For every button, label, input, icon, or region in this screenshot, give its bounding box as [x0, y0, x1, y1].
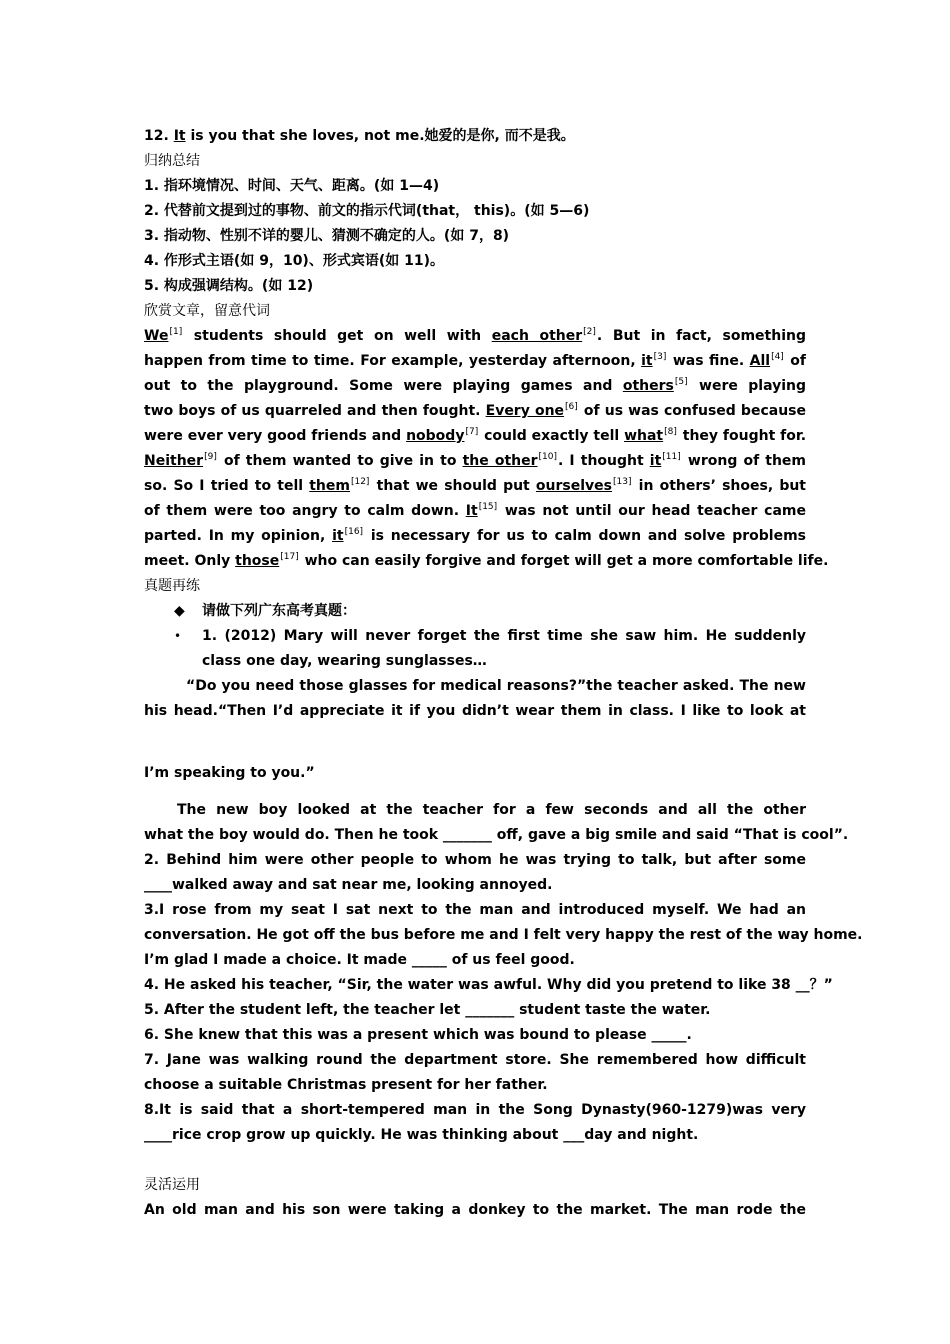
note-10: [10]	[538, 452, 557, 462]
passage-text: was fine.	[667, 353, 750, 369]
appreciate-title: 欣赏文章，留意代词	[144, 303, 270, 319]
question-1-line-3: “Do you need those glasses for medical reasons?”the teacher asked. The new	[186, 678, 806, 694]
question-2-line-2: ____walked away and sat near me, looking annoyed.	[144, 877, 553, 893]
passage-text: parted. In my opinion,	[144, 528, 333, 544]
note-6: [6]	[565, 402, 578, 412]
passage-line-5	[144, 424, 806, 449]
pronoun-3: it	[641, 353, 653, 369]
passage-text: happen from time to time. For example, yesterday afternoon,	[144, 353, 642, 369]
passage-line-3	[144, 374, 806, 399]
summary-item-4: 4. 作形式主语(如 9，10)、形式宾语(如 11)。	[144, 253, 444, 269]
passage-text: could exactly tell	[484, 428, 625, 444]
question-3-line-1: 3.I rose from my seat I sat next to the man and introduced myself. We had an	[144, 902, 806, 918]
summary-item-1: 1. 指环境情况、时间、天气、距离。(如 1—4)	[144, 178, 440, 194]
pronoun-4: All	[749, 353, 771, 369]
note-13: [13]	[613, 477, 632, 487]
passage-line-6	[144, 449, 806, 474]
note-4: [4]	[771, 352, 784, 362]
underlined-it: It	[173, 128, 186, 144]
passage-line-4	[144, 399, 806, 424]
example-text: is you that she loves, not me.她爱的是你, 而不是我。	[185, 128, 575, 144]
passage-line-8	[144, 499, 806, 524]
pronoun-12: them	[309, 478, 350, 494]
passage-text: they fought for.	[682, 428, 807, 444]
question-2-line-1: 2. Behind him were other people to whom he was trying to talk, but after some	[144, 852, 806, 868]
question-1-line-2	[144, 649, 806, 674]
passage-text: of them wanted to give in to	[223, 453, 463, 469]
note-3: [3]	[653, 352, 667, 362]
question-8-line-1: 8.It is said that a short-tempered man in the Song Dynasty(960-1279)was very	[144, 1102, 806, 1118]
passage-text: were ever very good friends and	[144, 428, 407, 444]
passage-text: was not until our head teacher came	[504, 503, 806, 519]
note-1: [1]	[169, 327, 183, 337]
passage-text: of us was confused because	[583, 403, 806, 419]
question-7-line-2: choose a suitable Christmas present for her father.	[144, 1077, 548, 1093]
pronoun-17: those	[235, 553, 280, 569]
pronoun-7: nobody	[406, 428, 465, 444]
note-8: [8]	[664, 427, 677, 437]
question-7-line-1: 7. Jane was walking round the department store. She remembered how difficult	[144, 1052, 806, 1068]
passage-text: students should get on well with	[193, 328, 492, 344]
practice-title: 真题再练	[144, 578, 200, 594]
summary-item-5: 5. 构成强调结构。(如 12)	[144, 278, 314, 294]
summary-item-2: 2. 代替前文提到过的事物、前文的指示代词(that， this)。(如 5—6)	[144, 203, 590, 219]
diamond-bullet-icon: ◆	[174, 603, 185, 619]
question-5: 5. After the student left, the teacher let _______ student taste the water.	[144, 1002, 711, 1018]
passage-text: meet. Only	[144, 553, 236, 569]
paragraph-gap	[144, 786, 806, 798]
passage-text: so. So I tried to tell	[144, 478, 310, 494]
note-2: [2]	[583, 327, 596, 337]
pronoun-8: what	[624, 428, 664, 444]
passage-line-1	[144, 324, 806, 349]
summary-title: 归纳总结	[144, 153, 200, 169]
note-15: [15]	[478, 502, 498, 512]
page-break-space	[144, 724, 806, 761]
example-number: 12.	[144, 128, 174, 144]
question-1-line-7: what the boy would do. Then he took _______ off, gave a big smile and said “That is cool”.	[144, 827, 849, 843]
pronoun-13: ourselves	[535, 478, 612, 494]
note-16: [16]	[344, 527, 364, 537]
story-line-1: An old man and his son were taking a donkey to the market. The man rode the	[144, 1202, 806, 1218]
passage-text: were playing	[699, 378, 806, 394]
passage-line-2	[144, 349, 806, 374]
question-8-line-2: ____rice crop grow up quickly. He was thinking about ___day and night.	[144, 1127, 699, 1143]
pronoun-1: We	[144, 328, 169, 344]
paragraph-gap	[144, 1148, 806, 1173]
pronoun-6: Every one	[485, 403, 565, 419]
document-page	[144, 124, 863, 1223]
question-1-line-4: his head.“Then I’d appreciate it if you didn’t wear them in class. I like to look at	[144, 703, 806, 719]
pronoun-10: the other	[462, 453, 538, 469]
passage-text: of them were too angry to calm down.	[144, 503, 466, 519]
question-1-line-5: I’m speaking to you.”	[144, 765, 315, 781]
pronoun-2: each other	[491, 328, 583, 344]
note-5: [5]	[674, 377, 688, 387]
passage-text: who can easily forgive and forget will get a more comfortable life.	[304, 553, 829, 569]
question-3-line-2: conversation. He got off the bus before me and I felt very happy the rest of the way home.	[144, 927, 863, 943]
passage-line-7	[144, 474, 806, 499]
passage-text: is necessary for us to calm down and solve problems	[370, 528, 806, 544]
question-1-line-1	[144, 624, 806, 649]
passage-text: that we should put	[376, 478, 536, 494]
dot-bullet-icon: •	[174, 629, 182, 643]
passage-line-9	[144, 524, 806, 549]
question-4: 4. He asked his teacher, “Sir, the water was awful. Why did you pretend to like 38 __？”	[144, 977, 833, 993]
note-7: [7]	[465, 427, 479, 437]
example-12	[144, 124, 806, 149]
passage-line-10	[144, 549, 829, 574]
passage-text: out to the playground. Some were playing games and	[144, 378, 623, 394]
note-17: [17]	[280, 552, 299, 562]
pronoun-5: others	[622, 378, 674, 394]
question-1-line-6: The new boy looked at the teacher for a few seconds and all the other	[177, 802, 806, 818]
note-12: [12]	[350, 477, 370, 487]
question-1-text: 1. (2012) Mary will never forget the first time she saw him. He suddenly	[202, 628, 806, 644]
passage-text: of	[790, 353, 806, 369]
question-3-line-3: I’m glad I made a choice. It made _____ of us feel good.	[144, 952, 575, 968]
pronoun-15: It	[465, 503, 478, 519]
pronoun-9: Neither	[144, 453, 204, 469]
pronoun-16: it	[332, 528, 344, 544]
gaokao-intro: 请做下列广东高考真题：	[202, 603, 356, 619]
pronoun-11: it	[649, 453, 662, 469]
passage-text: two boys of us quarreled and then fought.	[144, 403, 486, 419]
question-1-text: class one day, wearing sunglasses…	[202, 653, 487, 669]
note-9: [9]	[204, 452, 217, 462]
passage-text: wrong of them	[687, 453, 806, 469]
summary-item-3: 3. 指动物、性别不详的婴儿、猜测不确定的人。(如 7，8)	[144, 228, 510, 244]
flexible-title: 灵活运用	[144, 1177, 200, 1193]
gaokao-intro-row	[144, 599, 806, 624]
passage-text: . But in fact, something	[596, 328, 806, 344]
question-6: 6. She knew that this was a present which was bound to please _____.	[144, 1027, 692, 1043]
passage-text: in others’ shoes, but	[638, 478, 806, 494]
passage-text: . I thought	[558, 453, 650, 469]
note-11: [11]	[662, 452, 681, 462]
